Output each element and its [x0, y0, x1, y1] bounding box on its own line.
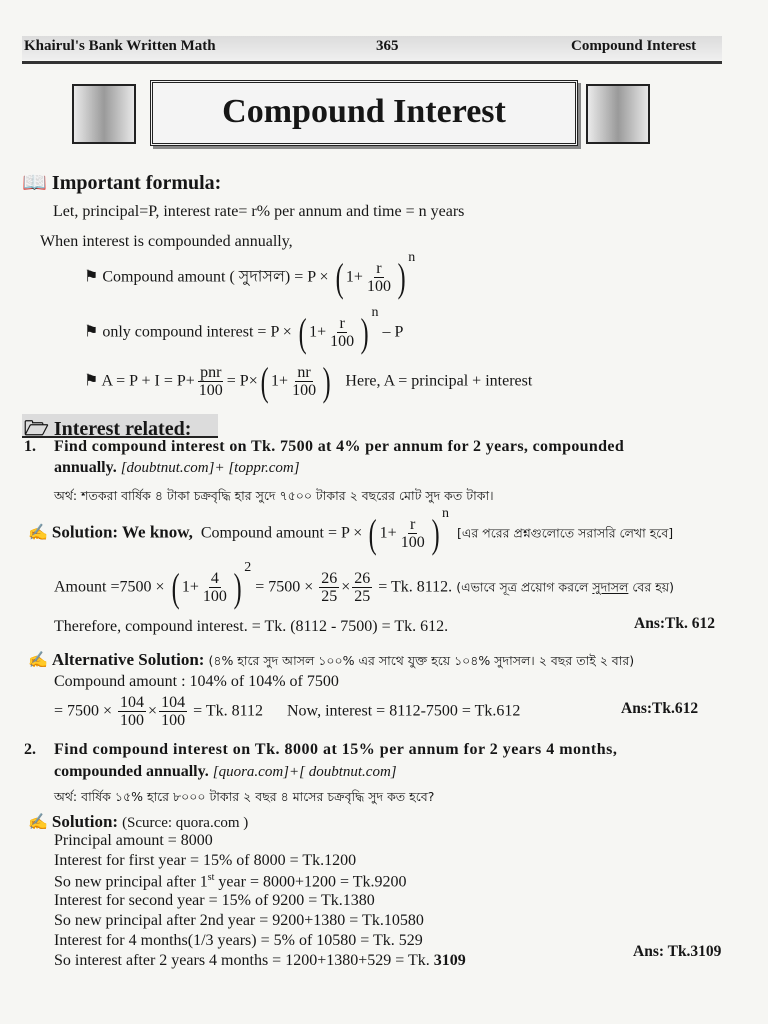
formula-2-den: 100	[330, 333, 355, 350]
when-line: When interest is compounded annually,	[40, 233, 293, 250]
formula-heading	[22, 170, 221, 195]
q1-sol-num: r	[410, 516, 416, 533]
header-rule	[22, 61, 722, 64]
pencil-icon: ✍	[28, 814, 48, 831]
q1-amount-den: 100	[202, 588, 227, 605]
formula-1-label: Compound amount ( সুদাসল) = P ×	[102, 268, 329, 286]
formula-1-exp: n	[408, 250, 416, 265]
formula-3: ⚑ A = P + I = P+ $\frac{\text{pnr}}{100}$ = P×( 1+ $\frac{nr}{100}$ ) Here, A = principal + interest	[84, 359, 533, 404]
q1-text: Find compound interest on Tk. 7500 at 4% per annum for 2 years, compounded	[54, 438, 625, 455]
q2-line-3	[54, 872, 407, 891]
formula-heading-text: Important formula:	[51, 172, 222, 194]
formula-3-note: Here, A = principal + interest	[345, 372, 533, 390]
q1-alt-solution	[28, 650, 634, 673]
q1-amount-result: = Tk. 8112.	[378, 578, 453, 596]
formula-1-num: r	[376, 260, 382, 277]
q1-alt-eq-start: = 7500 ×	[54, 702, 113, 720]
q1-frac1-num: 26	[321, 570, 338, 587]
q1-therefore: Therefore, compound interest. = Tk. (8112 - 7500) = Tk. 612.	[54, 618, 449, 635]
chapter-banner	[72, 80, 650, 144]
formula-2-label: only compound interest = P ×	[102, 323, 292, 341]
q2-line-2: Interest for first year = 15% of 8000 = Tk.1200	[54, 852, 357, 869]
formula-2-tail: – P	[382, 323, 404, 341]
q1-solution-formula: Compound amount = P ×	[200, 524, 363, 542]
formula-3-mid: = P×	[226, 372, 258, 390]
q2-final-value: 3109	[433, 952, 466, 969]
pencil-icon: ✍	[28, 652, 48, 669]
header-book-title: Khairul's Bank Written Math	[24, 38, 216, 54]
folder-icon: 🗁	[24, 418, 49, 440]
formula-2-exp: n	[371, 305, 379, 320]
q2-solution	[28, 812, 248, 832]
q2-solution-label: Solution:	[51, 812, 119, 831]
q2-line-3-start: So new principal after 1	[54, 873, 208, 891]
q1-alt-bangla: (৪% হারে সুদ আসল ১০০% এর সাথে যুক্ত হয়ে ১০৪% সুদাসল। ২ বছর তাই ২ বার)	[208, 653, 635, 668]
formula-2: ⚑ only compound interest = P × ( 1+ $\frac{r}{100}$ ) n – P	[84, 305, 404, 355]
formula-3-label: A = P + I = P+	[101, 372, 195, 390]
q1-solution: ✍ Solution: We know, Compound amount = P × ( 1+ $\frac{r}{100}$ ) n [এর পরের প্রশ্নগুলোতে সরাসরি লেখা হবে]	[28, 506, 674, 556]
q1-amount-eq: = 7500 ×	[255, 578, 314, 596]
q1-sol-exp: n	[442, 506, 450, 521]
flag-icon: ⚑	[84, 268, 99, 286]
header-page-number: 365	[376, 38, 399, 54]
pencil-icon: ✍	[28, 524, 48, 542]
formula-3-num2: nr	[297, 364, 311, 381]
q2-solution-source: (Scurce: quora.com )	[122, 815, 249, 831]
formula-1: ⚑ Compound amount ( সুদাসল) = P × ( 1+ $\frac{r}{100}$ ) n	[84, 250, 416, 300]
q1-alt-now: Now, interest = 8112-7500 = Tk.612	[287, 702, 521, 720]
q1-frac2-num: 26	[354, 570, 371, 587]
q2-text2-bold: compounded annually.	[54, 763, 209, 780]
q1-amount-label: Amount =7500 ×	[54, 578, 165, 596]
q1-alt-frac2-num: 104	[161, 694, 186, 711]
q1-alt-equation: = 7500 × $\frac{104}{100}$ × $\frac{104}{100}$ = Tk. 8112 Now, interest = 8112-7500 = Tk.612	[54, 694, 521, 729]
formula-2-num: r	[339, 315, 345, 332]
q2-line-1: Principal amount = 8000	[54, 832, 213, 849]
q2-number: 2.	[24, 741, 36, 758]
flag-icon: ⚑	[84, 323, 99, 341]
banner-right-ornament	[586, 84, 650, 144]
let-line: Let, principal=P, interest rate= r% per annum and time = n years	[53, 203, 465, 220]
q1-amount: Amount =7500 × ( 1+ $\frac{4}{100}$ ) 2 = 7500 × $\frac{26}{25}$ × $\frac{26}{25}$ = Tk. 8112. (এভাবে সূত্র প্রয়োগ করলে সুদাসল বের হয়)	[54, 560, 675, 610]
q2-bangla: অর্থ: বার্ষিক ১৫% হারে ৮০০০ টাকার ২ বছর ৪ মাসের চক্রবৃদ্ধি সুদ কত হবে?	[54, 789, 435, 804]
interest-heading-text: Interest related:	[53, 418, 192, 440]
q1-amount-note-underlined: সুদাসল	[592, 579, 629, 595]
q1-alt-answer: Ans:Tk.612	[621, 700, 699, 717]
q1-frac1-den: 25	[321, 588, 338, 605]
q1-frac2-den: 25	[354, 588, 371, 605]
q1-solution-label: Solution: We know,	[51, 522, 193, 542]
formula-3-den2: 100	[292, 382, 317, 399]
q1-text2	[54, 459, 300, 477]
q1-alt-line1: Compound amount : 104% of 104% of 7500	[54, 673, 339, 690]
banner-title: Compound Interest	[222, 93, 506, 130]
q1-amount-num: 4	[210, 570, 219, 587]
q1-number: 1.	[24, 438, 36, 455]
q1-alt-eq-end: = Tk. 8112	[193, 702, 263, 720]
q1-sol-den: 100	[400, 534, 425, 551]
q2-line-4: Interest for second year = 15% of 9200 = Tk.1380	[54, 892, 375, 909]
banner-title-box	[150, 80, 578, 146]
q1-alt-frac1-den: 100	[120, 712, 145, 729]
q1-amount-note-end: বের হয়)	[632, 579, 675, 595]
q1-alt-frac1-num: 104	[120, 694, 145, 711]
book-icon: 📖	[22, 172, 47, 194]
q2-answer: Ans: Tk.3109	[633, 943, 722, 960]
formula-1-den: 100	[366, 278, 391, 295]
q2-source: [quora.com]+[ doubtnut.com]	[212, 764, 397, 780]
q1-amount-note: (এভাবে সূত্র প্রয়োগ করলে	[456, 579, 589, 595]
header-chapter: Compound Interest	[571, 38, 697, 54]
formula-3-num1: pnr	[200, 364, 222, 381]
q2-line-7-text: So interest after 2 years 4 months = 1200+1380+529 = Tk.	[54, 952, 430, 969]
q2-line-6: Interest for 4 months(1/3 years) = 5% of 10580 = Tk. 529	[54, 932, 423, 949]
q2-line-3-tail: year = 8000+1200 = Tk.9200	[214, 873, 407, 891]
q1-answer: Ans:Tk. 612	[634, 615, 715, 632]
q1-bangla: অর্থ: শতকরা বার্ষিক ৪ টাকা চক্রবৃদ্ধি হার সুদে ৭৫০০ টাকার ২ বছরের মোট সুদ কত টাকা।	[54, 488, 494, 503]
flag-icon: ⚑	[84, 372, 99, 390]
q2-line-7	[54, 952, 466, 970]
banner-left-ornament	[72, 84, 136, 144]
q1-source: [doubtnut.com]+ [toppr.com]	[120, 460, 300, 476]
q2-text2	[54, 763, 397, 781]
q1-alt-label: Alternative Solution:	[51, 650, 205, 669]
q1-amount-exp: 2	[244, 560, 252, 575]
q2-line-5: So new principal after 2nd year = 9200+1380 = Tk.10580	[54, 912, 424, 929]
q2-line-3-sup: st	[207, 872, 215, 883]
formula-3-den1: 100	[198, 382, 223, 399]
q1-alt-frac2-den: 100	[161, 712, 186, 729]
q2-text: Find compound interest on Tk. 8000 at 15% per annum for 2 years 4 months,	[54, 741, 618, 758]
q1-sol-note: [এর পরের প্রশ্নগুলোতে সরাসরি লেখা হবে]	[457, 525, 674, 541]
q1-text2-bold: annually.	[54, 459, 117, 476]
